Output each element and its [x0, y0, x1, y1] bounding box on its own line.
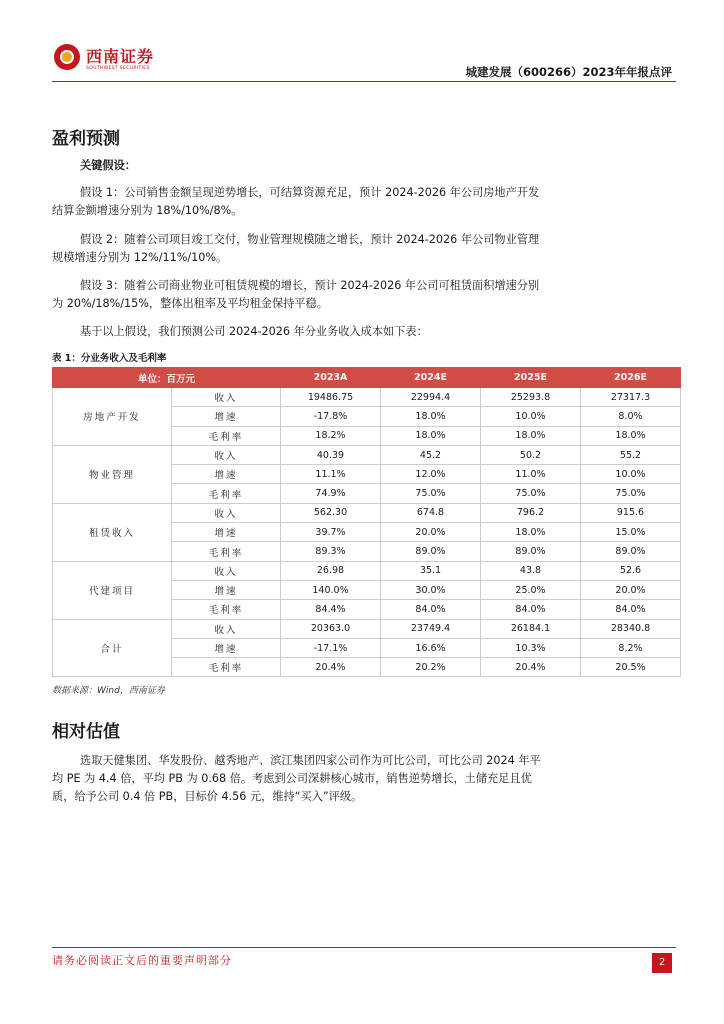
- table-cell: 40.39: [281, 445, 381, 464]
- table-cell: 18.0%: [381, 407, 481, 426]
- table-cell: 20.4%: [281, 658, 381, 677]
- table-cell: 28340.8: [581, 619, 681, 638]
- table-cell: 16.6%: [381, 638, 481, 657]
- table-cell: 12.0%: [381, 465, 481, 484]
- table-cell: 20363.0: [281, 619, 381, 638]
- table-cell: 19486.75: [281, 388, 381, 407]
- footer-divider: [52, 947, 676, 948]
- header-year: 2024E: [381, 368, 481, 388]
- table-cell: 75.0%: [481, 484, 581, 503]
- table-cell: 75.0%: [581, 484, 681, 503]
- segment-name: 物业管理: [53, 445, 172, 503]
- table-cell: 20.5%: [581, 658, 681, 677]
- table-row: [53, 388, 681, 407]
- table-cell: 84.0%: [381, 600, 481, 619]
- table-header-row: [53, 368, 681, 388]
- metric-name: 毛利率: [172, 484, 281, 503]
- metric-name: 收入: [172, 388, 281, 407]
- table-cell: 10.0%: [481, 407, 581, 426]
- metric-name: 收入: [172, 445, 281, 464]
- valuation-text: 选取天健集团、华发股份、越秀地产、滨江集团四家公司作为可比公司，可比公司 2024 年平均 PE 为 4.4 倍，平均 PB 为 0.68 倍。考虑到公司深耕核心城市，销售逆势增长，土储充足且优质，给予公司 0.4 倍 PB，目标价 4.56 元，维持“买入”评级。: [52, 754, 541, 803]
- table-cell: 75.0%: [381, 484, 481, 503]
- report-title: 城建发展（600266）2023年年报点评: [465, 65, 672, 79]
- table-cell: 18.0%: [381, 426, 481, 445]
- table-cell: 26.98: [281, 561, 381, 580]
- table-cell: 10.3%: [481, 638, 581, 657]
- table-cell: 89.0%: [381, 542, 481, 561]
- metric-name: 增速: [172, 523, 281, 542]
- header-year: 2023A: [281, 368, 381, 388]
- header-divider: [52, 81, 676, 82]
- page-number: 2: [652, 953, 672, 973]
- assumption-2: 假设 2：随着公司项目竣工交付，物业管理规模随之增长，预计 2024-2026 年公司物业管理规模增速分别为 12%/11%/10%。: [52, 233, 540, 264]
- table-row: [53, 445, 681, 464]
- table-cell: 35.1: [381, 561, 481, 580]
- table-cell: 8.2%: [581, 638, 681, 657]
- header-year: 2026E: [581, 368, 681, 388]
- table-cell: 52.6: [581, 561, 681, 580]
- forecast-intro: 基于以上假设，我们预测公司 2024-2026 年分业务收入成本如下表：: [80, 325, 428, 338]
- metric-name: 收入: [172, 503, 281, 522]
- table-cell: 10.0%: [581, 465, 681, 484]
- company-logo-icon: [54, 44, 80, 70]
- metric-name: 毛利率: [172, 600, 281, 619]
- metric-name: 增速: [172, 580, 281, 599]
- table-cell: -17.1%: [281, 638, 381, 657]
- footer-disclaimer: 请务必阅读正文后的重要声明部分: [52, 954, 232, 967]
- table-cell: 74.9%: [281, 484, 381, 503]
- assumption-3: 假设 3：随着公司商业物业可租赁规模的增长，预计 2024-2026 年公司可租赁面积增速分别为 20%/18%/15%，整体出租率及平均租金保持平稳。: [52, 279, 540, 310]
- table-cell: 11.1%: [281, 465, 381, 484]
- table-cell: 20.2%: [381, 658, 481, 677]
- table-cell: 39.7%: [281, 523, 381, 542]
- table-cell: 89.0%: [581, 542, 681, 561]
- table-cell: 915.6: [581, 503, 681, 522]
- table-cell: 27317.3: [581, 388, 681, 407]
- table-cell: 50.2: [481, 445, 581, 464]
- table-cell: 55.2: [581, 445, 681, 464]
- table-caption: 表 1：分业务收入及毛利率: [52, 353, 167, 364]
- metric-name: 收入: [172, 561, 281, 580]
- table-cell: 674.8: [381, 503, 481, 522]
- key-assumptions-label: 关键假设：: [80, 159, 136, 172]
- segment-name: 代建项目: [53, 561, 172, 619]
- table-cell: 140.0%: [281, 580, 381, 599]
- table-cell: 20.0%: [581, 580, 681, 599]
- header-year: 2025E: [481, 368, 581, 388]
- metric-name: 增速: [172, 465, 281, 484]
- table-cell: 84.4%: [281, 600, 381, 619]
- logo-text: 西南证券: [86, 47, 155, 66]
- metric-name: 毛利率: [172, 426, 281, 445]
- table-cell: 30.0%: [381, 580, 481, 599]
- table-cell: 20.0%: [381, 523, 481, 542]
- table-cell: 15.0%: [581, 523, 681, 542]
- business-revenue-table: [52, 367, 681, 677]
- section-title-relative-valuation: 相对估值: [52, 722, 120, 742]
- section-title-earnings-forecast: 盈利预测: [52, 129, 120, 149]
- table-cell: 18.0%: [481, 426, 581, 445]
- table-cell: 25293.8: [481, 388, 581, 407]
- metric-name: 收入: [172, 619, 281, 638]
- segment-name: 房地产开发: [53, 388, 172, 446]
- table-cell: 562.30: [281, 503, 381, 522]
- table-cell: 18.0%: [581, 426, 681, 445]
- table-cell: 11.0%: [481, 465, 581, 484]
- table-cell: 20.4%: [481, 658, 581, 677]
- header-unit: 单位：百万元: [53, 368, 281, 388]
- table-row: [53, 561, 681, 580]
- table-cell: 796.2: [481, 503, 581, 522]
- table-cell: 43.8: [481, 561, 581, 580]
- metric-name: 毛利率: [172, 542, 281, 561]
- table-cell: 84.0%: [481, 600, 581, 619]
- table-row: [53, 619, 681, 638]
- logo-english-text: SOUTHWEST SECURITIES: [86, 66, 150, 71]
- assumption-1: 假设 1：公司销售金额呈现逆势增长，可结算资源充足，预计 2024-2026 年公司房地产开发结算金额增速分别为 18%/10%/8%。: [52, 186, 540, 217]
- metric-name: 毛利率: [172, 658, 281, 677]
- table-cell: 84.0%: [581, 600, 681, 619]
- table-row: [53, 503, 681, 522]
- metric-name: 增速: [172, 638, 281, 657]
- table-cell: 45.2: [381, 445, 481, 464]
- table-cell: 89.0%: [481, 542, 581, 561]
- table-cell: 22994.4: [381, 388, 481, 407]
- table-cell: 23749.4: [381, 619, 481, 638]
- table-cell: 18.0%: [481, 523, 581, 542]
- table-cell: 18.2%: [281, 426, 381, 445]
- segment-name: 合计: [53, 619, 172, 677]
- table-cell: 89.3%: [281, 542, 381, 561]
- table-cell: -17.8%: [281, 407, 381, 426]
- metric-name: 增速: [172, 407, 281, 426]
- segment-name: 租赁收入: [53, 503, 172, 561]
- table-cell: 8.0%: [581, 407, 681, 426]
- data-source: 数据来源：Wind，西南证券: [52, 686, 165, 696]
- table-cell: 25.0%: [481, 580, 581, 599]
- table-cell: 26184.1: [481, 619, 581, 638]
